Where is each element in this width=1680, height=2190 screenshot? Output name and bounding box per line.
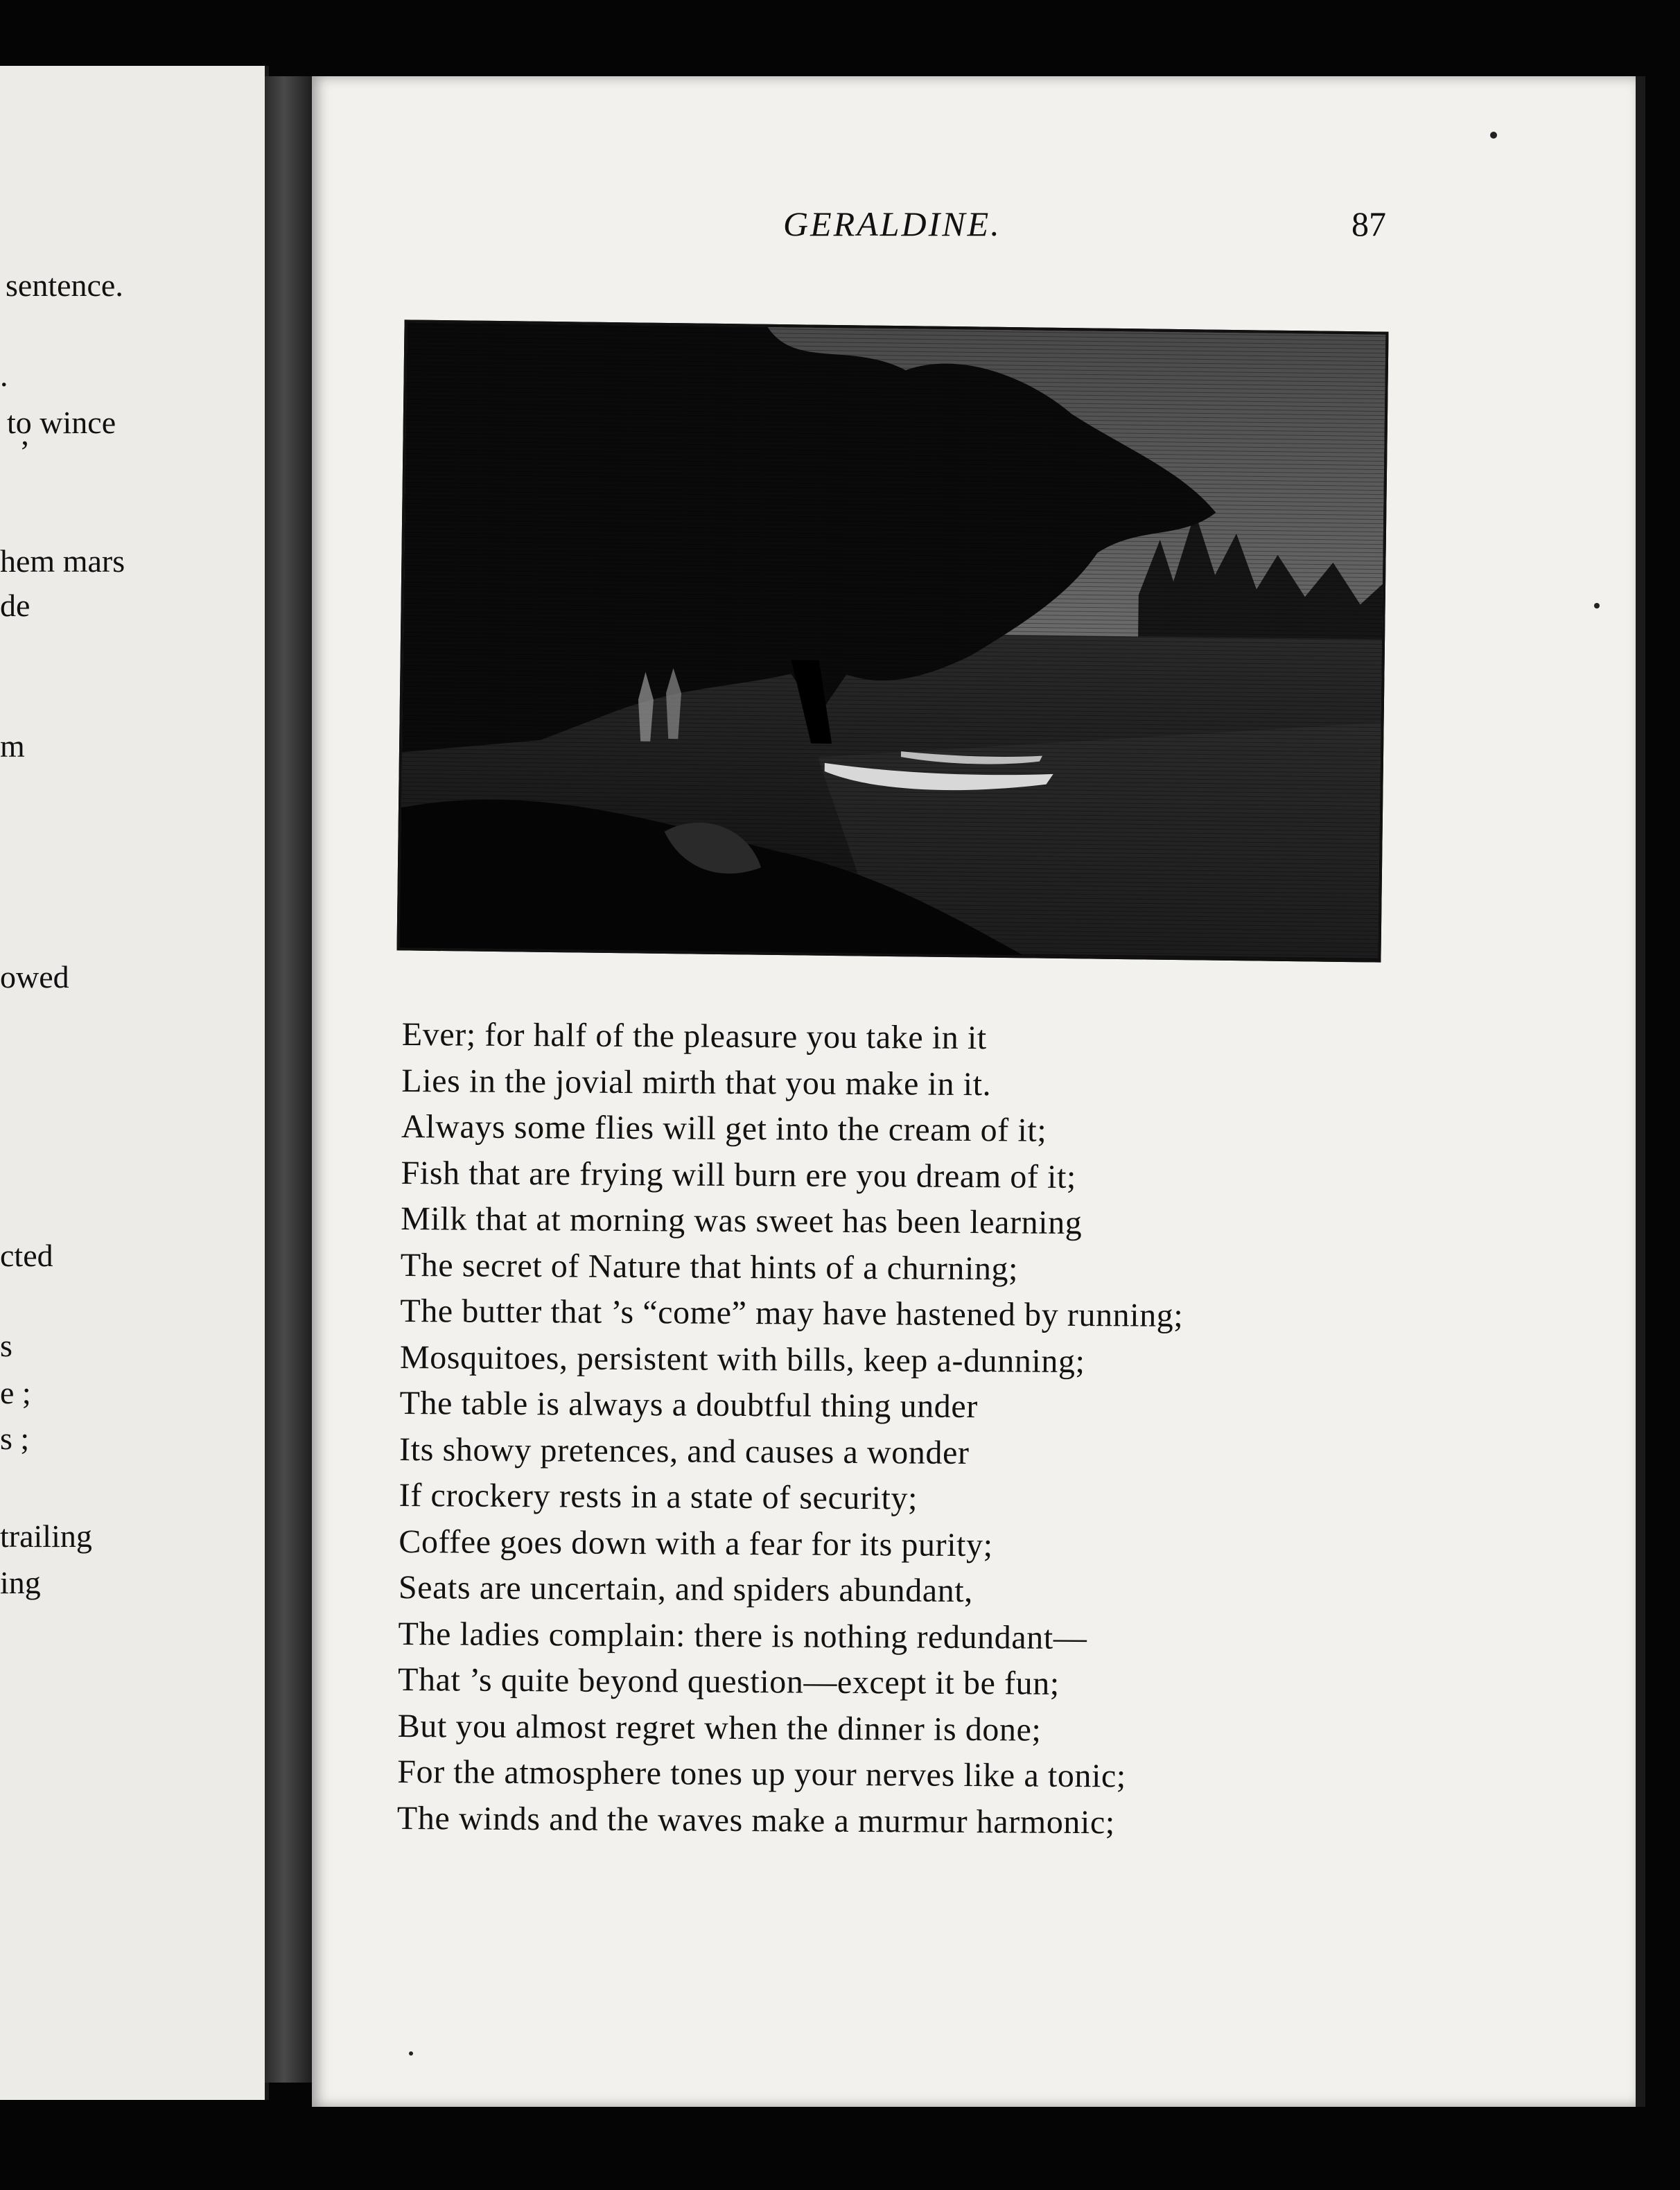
left-page-fragment: sentence. [6, 268, 123, 303]
poem-text [397, 1012, 1442, 1848]
left-page-fragment: e ; [0, 1375, 31, 1410]
illustration-svg [400, 322, 1386, 959]
scan-speck [409, 2051, 413, 2056]
poem-line: But you almost regret when the dinner is done; [397, 1707, 1042, 1749]
poem-line: The secret of Nature that hints of a churning; [400, 1246, 1019, 1287]
left-page-fragment: hem mars [0, 543, 125, 579]
poem-line: Seats are uncertain, and spiders abundant, [398, 1568, 973, 1610]
left-page-fragment: owed [0, 959, 69, 995]
poem-line: Lies in the jovial mirth that you make in it. [401, 1062, 992, 1103]
left-page-fragment: m [0, 728, 25, 764]
scan-speck [1490, 132, 1497, 139]
poem-line: That ’s quite beyond question—except it be fun; [397, 1661, 1060, 1702]
poem-line: Always some flies will get into the cream of it; [401, 1107, 1047, 1149]
poem-line: The winds and the waves make a murmur harmonic; [396, 1799, 1115, 1841]
left-page-fragment: to wince [7, 405, 116, 440]
poem-line: The butter that ’s “come” may have hastened by running; [400, 1292, 1184, 1334]
poem-line: Milk that at morning was sweet has been learning [401, 1200, 1083, 1242]
left-facing-page [0, 66, 269, 2100]
poem-line: If crockery rests in a state of security; [399, 1476, 918, 1517]
poem-line: Fish that are frying will burn ere you dream of it; [401, 1154, 1077, 1195]
scan-speck [1594, 603, 1600, 608]
left-page-fragment: . [0, 358, 8, 393]
poem-line: Its showy pretences, and causes a wonder [399, 1430, 970, 1471]
page-number: 87 [1351, 204, 1386, 243]
running-head: GERALDINE. [783, 204, 1001, 243]
left-page-fragment: s ; [0, 1421, 30, 1456]
poem-line: For the atmosphere tones up your nerves like a tonic; [397, 1753, 1126, 1795]
left-page-fragment: ’ [19, 434, 30, 469]
lakeside-landscape-engraving-icon [396, 319, 1388, 962]
left-page-fragment: s [0, 1328, 12, 1363]
poem-line: Ever; for half of the pleasure you take in it [401, 1015, 987, 1057]
book-gutter [265, 76, 313, 2083]
right-page [312, 76, 1645, 2107]
left-page-fragment: de [0, 588, 30, 623]
poem-line: Mosquitoes, persistent with bills, keep a-dunning; [399, 1338, 1085, 1380]
poem-line: The ladies complain: there is nothing redundant— [398, 1615, 1087, 1656]
poem-line: Coffee goes down with a fear for its purity; [399, 1523, 993, 1563]
left-page-fragment: cted [0, 1238, 53, 1273]
left-page-fragment: ing [0, 1565, 41, 1600]
poem-line: The table is always a doubtful thing under [399, 1384, 979, 1426]
left-page-fragment: trailing [0, 1518, 92, 1554]
